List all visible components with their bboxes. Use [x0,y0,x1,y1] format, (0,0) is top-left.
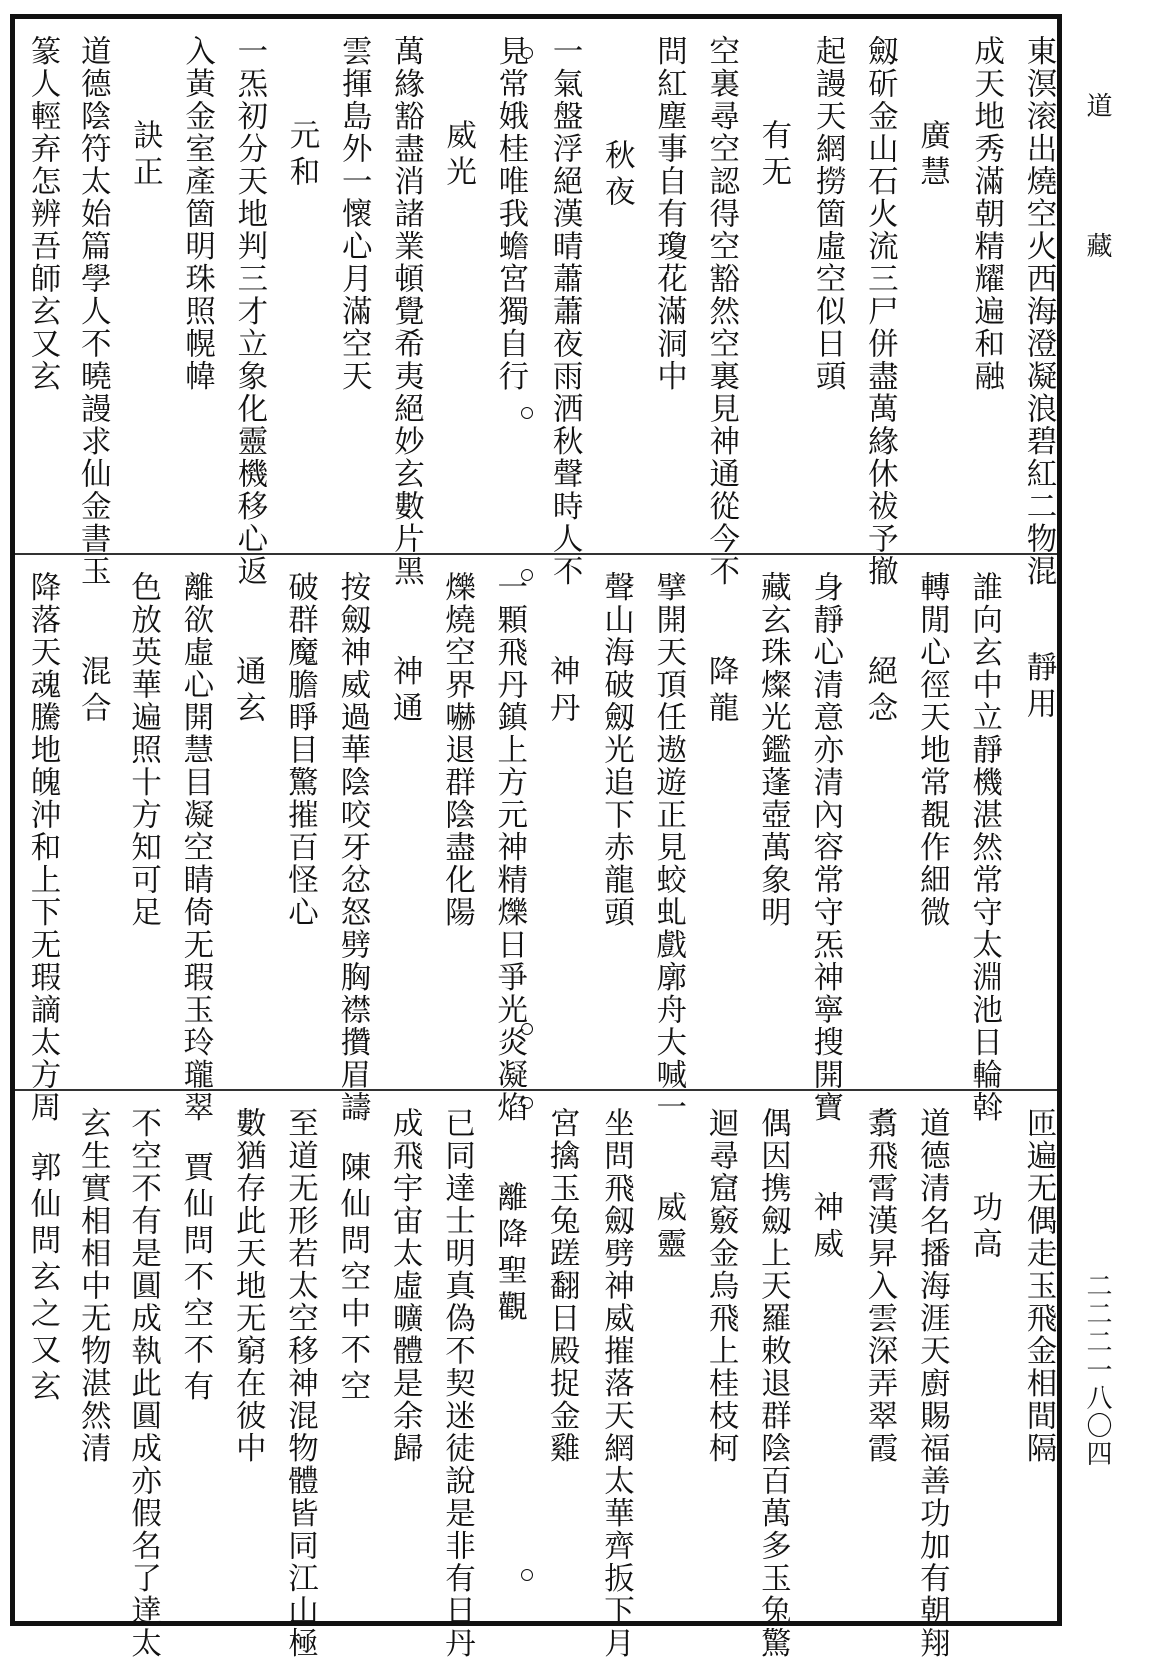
text-column: 迴尋窟竅金烏飛上桂枝柯 [703,1107,739,1465]
text-column: 劔斫金山石火流三尸併盡萬緣休祓予撤 [862,35,898,588]
text-column: 道德陰符太始篇學人不曉謾求仙金書玉 [75,35,111,588]
text-column: 不空不有是圓成執此圓成亦假名了達太 [125,1107,161,1660]
poem-title: 功高 [966,1191,1002,1264]
text-panel-bottom [15,1091,1057,1660]
text-column: 東溟滚出燒空火西海澄凝浪碧紅二物混 [1021,35,1056,588]
poem-title: 郭仙問玄之又玄 [25,1151,60,1407]
text-column: 身靜心清意亦清內容常守炁神寧搜開寶 [807,571,843,1124]
text-column: 一炁初分天地判三才立象化靈機移心返 [231,35,267,588]
text-column: 宮擒玉兔蹉翻日殿捉金雞 [544,1107,580,1465]
poem-title: 賈仙問不空不有 [177,1151,213,1407]
text-column: 偶因携劔上天羅敕退群陰百萬多玉兔驚 [755,1107,791,1660]
text-column: 空裏尋空認得空豁然空裏見神通從今不 [703,35,739,588]
poem-title: 威光 [440,119,476,192]
circle-mark [521,1097,533,1109]
text-column: 誰向玄中立靜機湛然常守太淵池日輪斡 [966,571,1002,1124]
text-column: 轉閒心徑天地常覩作細微 [914,571,950,929]
poem-title: 降龍 [703,655,739,728]
text-column: 數猶存此天地无窮在彼中 [230,1107,266,1465]
text-panel-top [15,19,1057,588]
text-column: 擘開天頂任遨遊正見蛟虬戲廓舟大喊一 [650,571,686,1124]
text-column: 破群魔膽睜目驚摧百怪心 [282,571,318,929]
page-frame [10,14,1062,1660]
poem-title: 廣慧 [914,119,950,192]
poem-title: 離降聖觀 [491,1181,527,1327]
poem-title: 威靈 [650,1191,686,1264]
text-column: 藏玄珠燦光鑑蓬壺萬象明 [755,571,791,929]
poem-title: 神丹 [544,655,580,728]
poem-title: 神通 [387,655,423,728]
text-column: 篆人輕弃怎辨吾師玄又玄 [25,35,60,393]
text-column: 一氣盤浮絕漢晴蕭蕭夜雨洒秋聲時人不 [547,35,583,588]
text-column: 入黃金室產箇明珠照幌幃 [179,35,215,393]
text-column: 一顆飛丹鎮上方元神精爍日爭光炎凝焰 [491,571,527,1124]
text-column: 色放英華遍照十方知可足 [125,571,161,929]
text-panel-middle [15,555,1057,1124]
poem-title: 混合 [75,655,111,728]
poem-title: 靜用 [1021,651,1056,724]
text-column: 離欲虛心開慧目凝空睛倚无瑕玉玲瓏翠 [177,571,213,1124]
circle-mark [521,47,533,59]
text-column: 坐問飛劔劈神威摧落天網太華齊扳下月 [598,1107,634,1660]
poem-title: 訣正 [127,119,163,192]
text-column: 爍燒空界嚇退群陰盡化陽 [439,571,475,929]
page-number: 二二二一八〇四 [1082,1272,1112,1468]
text-column: 雲揮島外一懷心月滿空天 [336,35,372,393]
text-column: 見常娥桂唯我蟾宮獨自行 [492,35,528,393]
poem-title: 通玄 [230,655,266,728]
poem-title: 有无 [755,119,791,192]
poem-title: 秋夜 [599,139,635,212]
circle-mark [521,1023,533,1035]
text-column: 降落天魂騰地魄沖和上下无瑕謫太方周 [25,571,60,1124]
text-column: 匝遍无偶走玉飛金相間隔 [1021,1107,1056,1465]
text-column: 萬緣豁盡消諸業頓覺希夷絕妙玄數片黑 [388,35,424,588]
circle-mark [521,407,533,419]
text-column: 翥飛霄漢昇入雲深弄翠霞 [862,1107,898,1465]
text-column: 成天地秀滿朝精耀遍和融 [968,35,1004,393]
text-column: 已同達士明真偽不契迷徒說是非有日丹 [439,1107,475,1660]
text-column: 成飛宇宙太虛曠體是余歸 [387,1107,423,1465]
text-column: 聲山海破劔光追下赤龍頭 [598,571,634,929]
poem-title: 陳仙問空中不空 [334,1151,370,1407]
text-column: 玄生實相相中无物湛然清 [75,1107,111,1465]
circle-mark [521,569,533,581]
poem-title: 神威 [807,1191,843,1264]
margin-title: 道 藏 [1082,92,1112,302]
poem-title: 元和 [284,119,320,192]
poem-title: 絕念 [862,655,898,728]
text-column: 至道无形若太空移神混物體皆同江山極 [282,1107,318,1660]
text-column: 按劔神威過華陰咬牙忿怒劈胸襟攢眉譸 [334,571,370,1124]
text-column: 問紅塵事自有瓊花滿洞中 [651,35,687,393]
text-column: 起謾天網撈箇虛空似日頭 [810,35,846,393]
circle-mark [521,1569,533,1581]
text-column: 道德清名播海涯天廚賜福善功加有朝翔 [914,1107,950,1660]
